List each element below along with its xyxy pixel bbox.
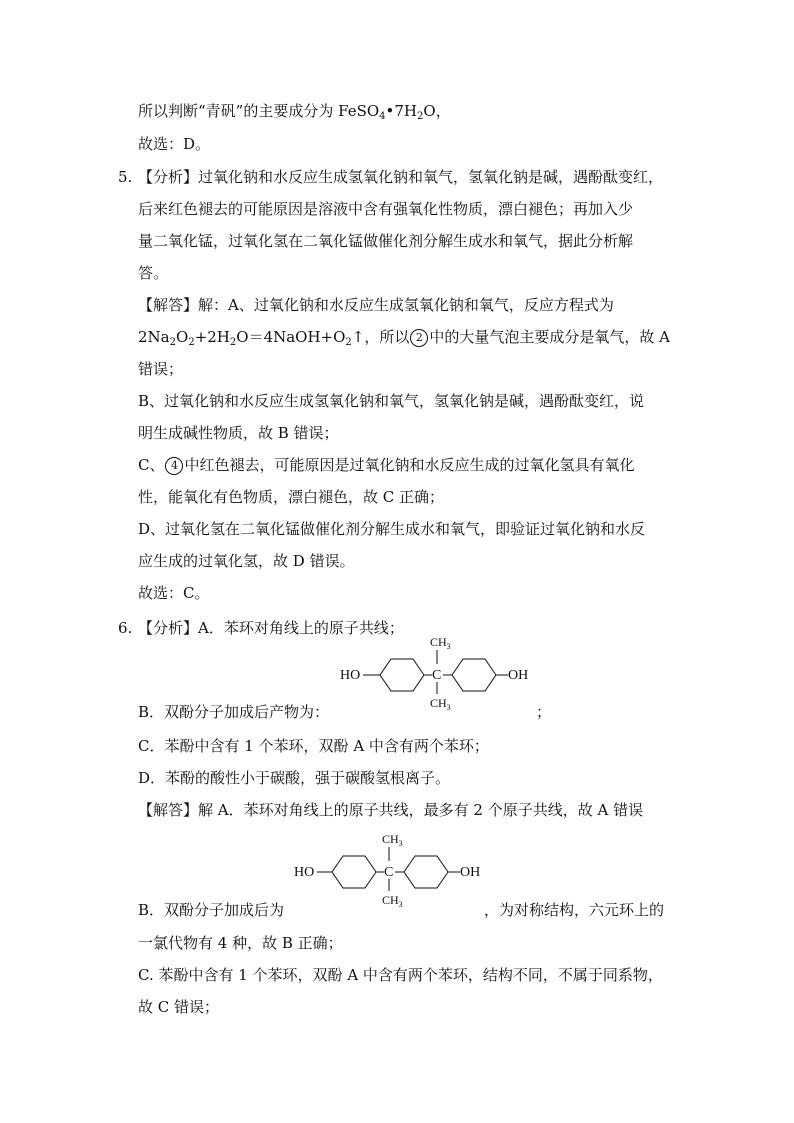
q5-option-d-line-2: 应生成的过氧化氢，故 D 错误。	[138, 552, 355, 570]
hydroxyl-label-left: HO	[340, 668, 361, 683]
q5-answer-line-1: 【解答】解：A、过氧化钠和水反应生成氢氧化钠和氧气，反应方程式为	[138, 296, 614, 314]
hydroxyl-label-right: OH	[508, 668, 529, 683]
q5-analysis-line-1: 【分析】过氧化钠和水反应生成氢氧化钠和氧气，氢氧化钠是碱，遇酚酞变红，	[138, 168, 664, 186]
q6-answer-c-line-2: 故 C 错误；	[138, 998, 220, 1016]
answer-tag: 【解答】	[138, 801, 199, 819]
cyclohexane-ring-left	[380, 659, 424, 691]
methyl-label-top: $CH_3$	[382, 832, 403, 848]
q6-analysis-b-end: ；	[536, 703, 552, 721]
methyl-label-top: $CH_3$	[430, 635, 451, 651]
q5-choice: 故选：C。	[138, 584, 210, 602]
circled-number-2: 2	[410, 329, 428, 347]
q5-option-c-line-1: C、 4 中红色褪去，可能原因是过氧化钠和水反应生成的过氧化氢具有氧化	[138, 456, 635, 474]
q6-analysis-c: C．苯酚中含有 1 个苯环，双酚 A 中含有两个苯环；	[138, 737, 489, 755]
q6-analysis-a: 【分析】A．苯环对角线上的原子共线；	[138, 619, 404, 637]
q5-number: 5.	[118, 168, 133, 186]
q5-equation-line: $2Na_2O_2+2H_2O=4NaOH+O_2↑$，所以 2 中的大量气泡主要成分是氧气，故 A	[138, 328, 670, 348]
q4-choice: 故选：D。	[138, 135, 211, 153]
q4-conclusion: 所以判断“青矾”的主要成分为 $FeSO_4•7H_2O$，	[138, 102, 451, 122]
q5-option-c-line-2: 性，能氧化有色物质，漂白褪色，故 C 正确；	[138, 488, 445, 506]
q5-analysis-line-3: 量二氧化锰，过氧化氢在二氧化锰做催化剂分解生成水和氧气，据此分析解	[138, 232, 634, 250]
q6-number: 6.	[118, 619, 133, 637]
cyclohexane-ring-right	[404, 856, 448, 888]
hydroxyl-label-left: HO	[294, 865, 315, 880]
q6-answer-c-line-1: C. 苯酚中含有 1 个苯环，双酚 A 中含有两个苯环，结构不同，不属于同系物，	[138, 966, 663, 984]
q5-option-b-line-1: B、过氧化钠和水反应生成氢氧化钠和氧气，氢氧化钠是碱，遇酚酞变红，说	[138, 392, 645, 410]
answer-tag: 【解答】	[138, 296, 199, 314]
hydroxyl-label-right: OH	[460, 865, 481, 880]
methyl-label-bottom: $CH_3$	[382, 893, 403, 909]
cyclohexane-ring-right	[452, 659, 496, 691]
q6-analysis-b: B．双酚分子加成后产物为：	[138, 703, 330, 721]
central-carbon-label: C	[384, 865, 394, 880]
analysis-tag: 【分析】	[138, 168, 199, 186]
q6-answer-b-line-2: 一氯代物有 4 种，故 B 正确；	[138, 934, 343, 952]
q5-analysis-line-4: 答。	[138, 264, 169, 282]
central-carbon-label: C	[432, 668, 442, 683]
bisphenol-hydrogenated-structure-2	[294, 829, 494, 909]
analysis-tag: 【分析】	[138, 619, 199, 637]
q5-option-d-line-1: D、过氧化氢在二氧化锰做催化剂分解生成水和氧气，即验证过氧化钠和水反	[138, 520, 646, 538]
cyclohexane-ring-left	[332, 856, 376, 888]
circled-number-4: 4	[165, 457, 183, 475]
q6-answer-b-post: ，为对称结构，六元环上的	[484, 901, 665, 919]
q5-analysis-line-2: 后来红色褪去的可能原因是溶液中含有强氧化性物质，漂白褪色；再加入少	[138, 200, 634, 218]
q6-answer-b-pre: B．双酚分子加成后为	[138, 901, 285, 919]
bisphenol-hydrogenated-structure-1	[340, 632, 540, 712]
methyl-label-bottom: $CH_3$	[430, 696, 451, 712]
q6-analysis-d: D．苯酚的酸性小于碳酸，强于碳酸氢根离子。	[138, 769, 451, 787]
q5-answer-line-3: 错误；	[138, 360, 184, 378]
q5-option-b-line-2: 明生成碱性物质，故 B 错误；	[138, 424, 339, 442]
q6-answer-a: 【解答】解 A．苯环对角线上的原子共线，最多有 2 个原子共线，故 A 错误	[138, 801, 644, 819]
